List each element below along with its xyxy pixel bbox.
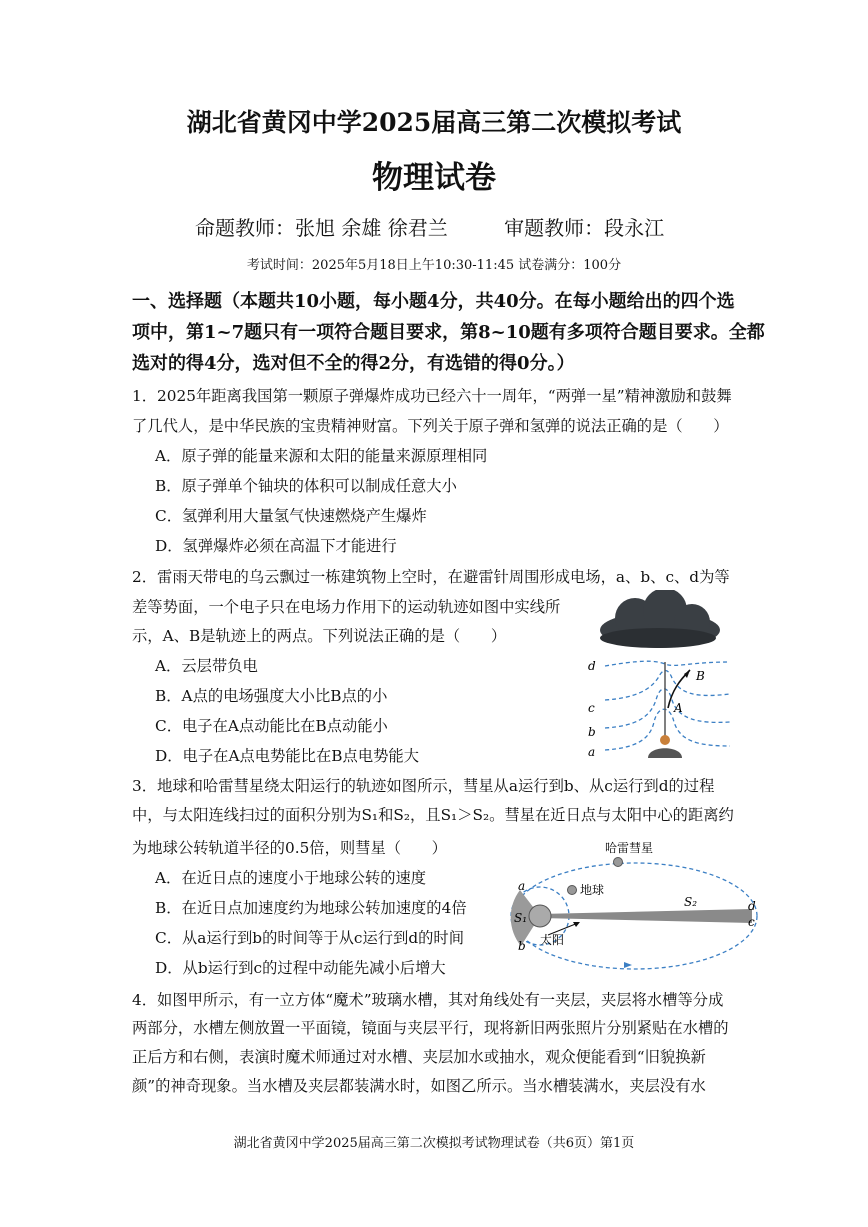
trajectory-arrow — [684, 670, 690, 678]
q2-stem-line-1: 2．雷雨天带电的乌云飘过一栋建筑物上空时，在避雷针周围形成电场，a、b、c、d为等 — [132, 568, 730, 586]
q3-stem-line-1: 3．地球和哈雷彗星绕太阳运行的轨迹如图所示，彗星从a运行到b、从c运行到d的过程 — [132, 777, 715, 795]
label-c: c — [588, 701, 595, 715]
label-c: c — [748, 915, 755, 929]
q2-stem-line-3: 示，A、B是轨迹上的两点。下列说法正确的是（ ） — [132, 627, 507, 645]
label-a: a — [588, 745, 596, 759]
teacher-info — [195, 212, 664, 241]
label-b: b — [518, 939, 526, 953]
q1-option-b: B．原子弹单个铀块的体积可以制成任意大小 — [155, 477, 457, 495]
q3-stem-line-3: 为地球公转轨道半径的0.5倍，则彗星（ ） — [132, 839, 447, 857]
label-B: B — [696, 669, 705, 683]
section-heading-line-1: 一、选择题（本题共10小题，每小题4分，共40分。在每小题给出的四个选 — [132, 291, 735, 312]
q1-option-a: A．原子弹的能量来源和太阳的能量来源原理相同 — [155, 447, 488, 465]
label-earth: 地球 — [580, 883, 605, 897]
area-s2 — [540, 909, 752, 923]
setters: 命题教师：张旭 余雄 徐君兰 — [195, 216, 448, 240]
q3-option-c: C．从a运行到b的时间等于从c运行到d的时间 — [155, 929, 465, 947]
q4-stem-line-2: 两部分，水槽左侧放置一平面镜，镜面与夹层平行，现将新旧两张照片分别紧贴在水槽的 — [132, 1019, 729, 1037]
q1-option-c: C．氢弹利用大量氢气快速燃烧产生爆炸 — [155, 507, 427, 525]
q1-stem-line-1: 1．2025年距离我国第一颗原子弹爆炸成功已经六十一周年，“两弹一星”精神激励和鼓舞 — [132, 387, 732, 405]
label-s1: S₁ — [514, 911, 528, 925]
reviewer: 审题教师：段永江 — [504, 216, 665, 240]
q2-option-b: B．A点的电场强度大小比B点的小 — [155, 687, 388, 705]
q2-option-a: A．云层带负电 — [155, 657, 258, 675]
label-sun: 太阳 — [540, 933, 565, 947]
q4-stem-line-1: 4．如图甲所示，有一立方体“魔术”玻璃水槽，其对角线处有一夹层，夹层将水槽等分成 — [132, 991, 724, 1009]
orbit-direction-arrow — [624, 962, 632, 968]
q4-stem-line-3: 正后方和右侧，表演时魔术师通过对水槽、夹层加水或抽水，观众便能看到“旧貌换新 — [132, 1048, 706, 1066]
section-heading-line-2: 项中，第1~7题只有一项符合题目要求，第8~10题有多项符合题目要求。全都 — [132, 322, 765, 343]
label-d: d — [588, 659, 596, 673]
q3-stem-line-2: 中，与太阳连线扫过的面积分别为S₁和S₂，且S₁＞S₂。彗星在近日点与太阳中心的距离约 — [132, 806, 734, 824]
q3-option-b: B．在近日点加速度约为地球公转加速度的4倍 — [155, 899, 467, 917]
label-d: d — [748, 899, 756, 913]
comet-icon — [614, 858, 623, 867]
q2-option-d: D．电子在A点电势能比在B点电势能大 — [155, 747, 420, 765]
q2-option-c: C．电子在A点动能比在B点动能小 — [155, 717, 388, 735]
earth-icon — [568, 886, 577, 895]
q3-figure — [500, 838, 770, 978]
q3-option-a: A．在近日点的速度小于地球公转的速度 — [155, 869, 427, 887]
q1-stem-line-2: 了几代人，是中华民族的宝贵精神财富。下列关于原子弹和氢弹的说法正确的是（ ） — [132, 417, 729, 435]
q1-option-d: D．氢弹爆炸必须在高温下才能进行 — [155, 537, 397, 555]
q4-stem-line-4: 颜”的神奇现象。当水槽及夹层都装满水时，如图乙所示。当水槽装满水，夹层没有水 — [132, 1077, 706, 1095]
q3-option-d: D．从b运行到c的过程中动能先减小后增大 — [155, 959, 446, 977]
label-s2: S₂ — [684, 895, 698, 909]
sun-icon — [529, 905, 551, 927]
label-a: a — [518, 879, 526, 893]
section-heading-line-3: 选对的得4分，选对但不全的得2分，有选错的得0分。） — [132, 353, 575, 374]
label-comet: 哈雷彗星 — [605, 841, 654, 855]
exam-title: 湖北省黄冈中学2025届高三第二次模拟考试 — [186, 108, 682, 137]
label-b: b — [588, 725, 596, 739]
exam-info: 考试时间：2025年5月18日上午10:30-11:45 试卷满分：100分 — [246, 258, 622, 273]
label-A: A — [674, 701, 683, 715]
cloud-icon — [600, 590, 720, 648]
subject-title: 物理试卷 — [372, 160, 496, 196]
page-footer: 湖北省黄冈中学2025届高三第二次模拟考试物理试卷（共6页）第1页 — [233, 1136, 635, 1151]
q2-figure — [580, 590, 740, 760]
q2-stem-line-2: 差等势面，一个电子只在电场力作用下的运动轨迹如图中实线所 — [132, 598, 561, 616]
